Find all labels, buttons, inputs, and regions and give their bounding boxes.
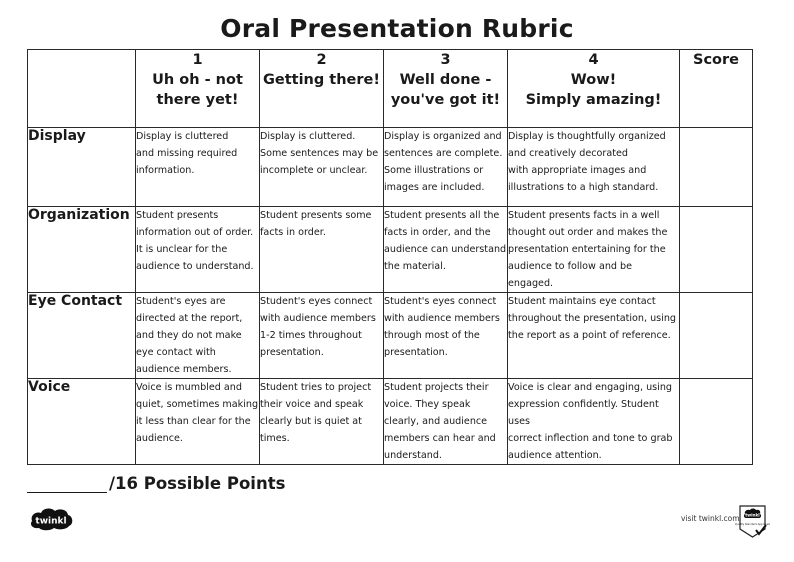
page-title: Oral Presentation Rubric (220, 14, 574, 43)
header-level-4 (508, 50, 680, 128)
criteria-cell: Display is organized and sentences are complete. Some illustrations or images are included. (384, 128, 508, 207)
criteria-cell: Display is cluttered and missing required information. (136, 128, 260, 207)
header-level-3 (384, 50, 508, 128)
level-label: Wow! Simply amazing! (525, 72, 662, 108)
score-cell[interactable] (680, 207, 753, 293)
header-row (28, 50, 753, 128)
points-label: /16 Possible Points (109, 474, 286, 493)
visit-link[interactable]: visit twinkl.com (681, 514, 740, 523)
criteria-cell: Voice is clear and engaging, using expression confidently. Student uses correct inflection and tone to grab audience attention. (508, 379, 680, 465)
criteria-cell: Student's eyes connect with audience members 1-2 times throughout presentation. (260, 293, 384, 379)
criteria-cell: Display is cluttered. Some sentences may be incomplete or unclear. (260, 128, 384, 207)
criteria-cell: Student presents some facts in order. (260, 207, 384, 293)
header-level-2 (260, 50, 384, 128)
rubric-table (27, 49, 753, 465)
criteria-cell: Student presents facts in a well thought out order and makes the presentation entertaining for the audience to follow and be engaged. (508, 207, 680, 293)
header-corner-cell (28, 50, 136, 128)
criteria-cell: Student presents information out of order. It is unclear for the audience to understand. (136, 207, 260, 293)
rubric-row-voice (28, 379, 753, 465)
header-score: Score (680, 50, 753, 128)
level-label: Uh oh - not there yet! (152, 72, 243, 108)
row-label: Eye Contact (28, 293, 136, 379)
level-number: 4 (588, 52, 599, 68)
logo-text: twinkl (35, 516, 67, 527)
criteria-cell: Student projects their voice. They speak clearly, and audience members can hear and understand. (384, 379, 508, 465)
level-number: 1 (192, 52, 203, 68)
twinkl-logo[interactable] (28, 507, 74, 531)
level-number: 2 (316, 52, 327, 68)
score-cell[interactable] (680, 379, 753, 465)
score-cell[interactable] (680, 128, 753, 207)
row-label: Display (28, 128, 136, 207)
criteria-cell: Student's eyes are directed at the report, and they do not make eye contact with audience members. (136, 293, 260, 379)
criteria-cell: Student tries to project their voice and speak clearly but is quiet at times. (260, 379, 384, 465)
header-level-1 (136, 50, 260, 128)
criteria-cell: Student presents all the facts in order, and the audience can understand the material. (384, 207, 508, 293)
points-blank-line[interactable] (27, 474, 107, 493)
rubric-row-organization (28, 207, 753, 293)
criteria-cell: Display is thoughtfully organized and creatively decorated with appropriate images and illustrations to a high standard. (508, 128, 680, 207)
badge-text: twinkl (745, 512, 760, 518)
badge-subtext: Quality Standard Approved (734, 523, 771, 526)
possible-points (27, 474, 285, 493)
level-label: Getting there! (262, 72, 380, 88)
criteria-cell: Voice is mumbled and quiet, sometimes making it less than clear for the audience. (136, 379, 260, 465)
criteria-cell: Student's eyes connect with audience members through most of the presentation. (384, 293, 508, 379)
rubric-row-display (28, 128, 753, 207)
quality-badge-icon (734, 505, 771, 538)
level-label: Well done - you've got it! (390, 72, 501, 108)
score-cell[interactable] (680, 293, 753, 379)
rubric-row-eye-contact (28, 293, 753, 379)
row-label: Voice (28, 379, 136, 465)
criteria-cell: Student maintains eye contact throughout the presentation, using the report as a point of reference. (508, 293, 680, 379)
row-label: Organization (28, 207, 136, 293)
level-number: 3 (440, 52, 451, 68)
